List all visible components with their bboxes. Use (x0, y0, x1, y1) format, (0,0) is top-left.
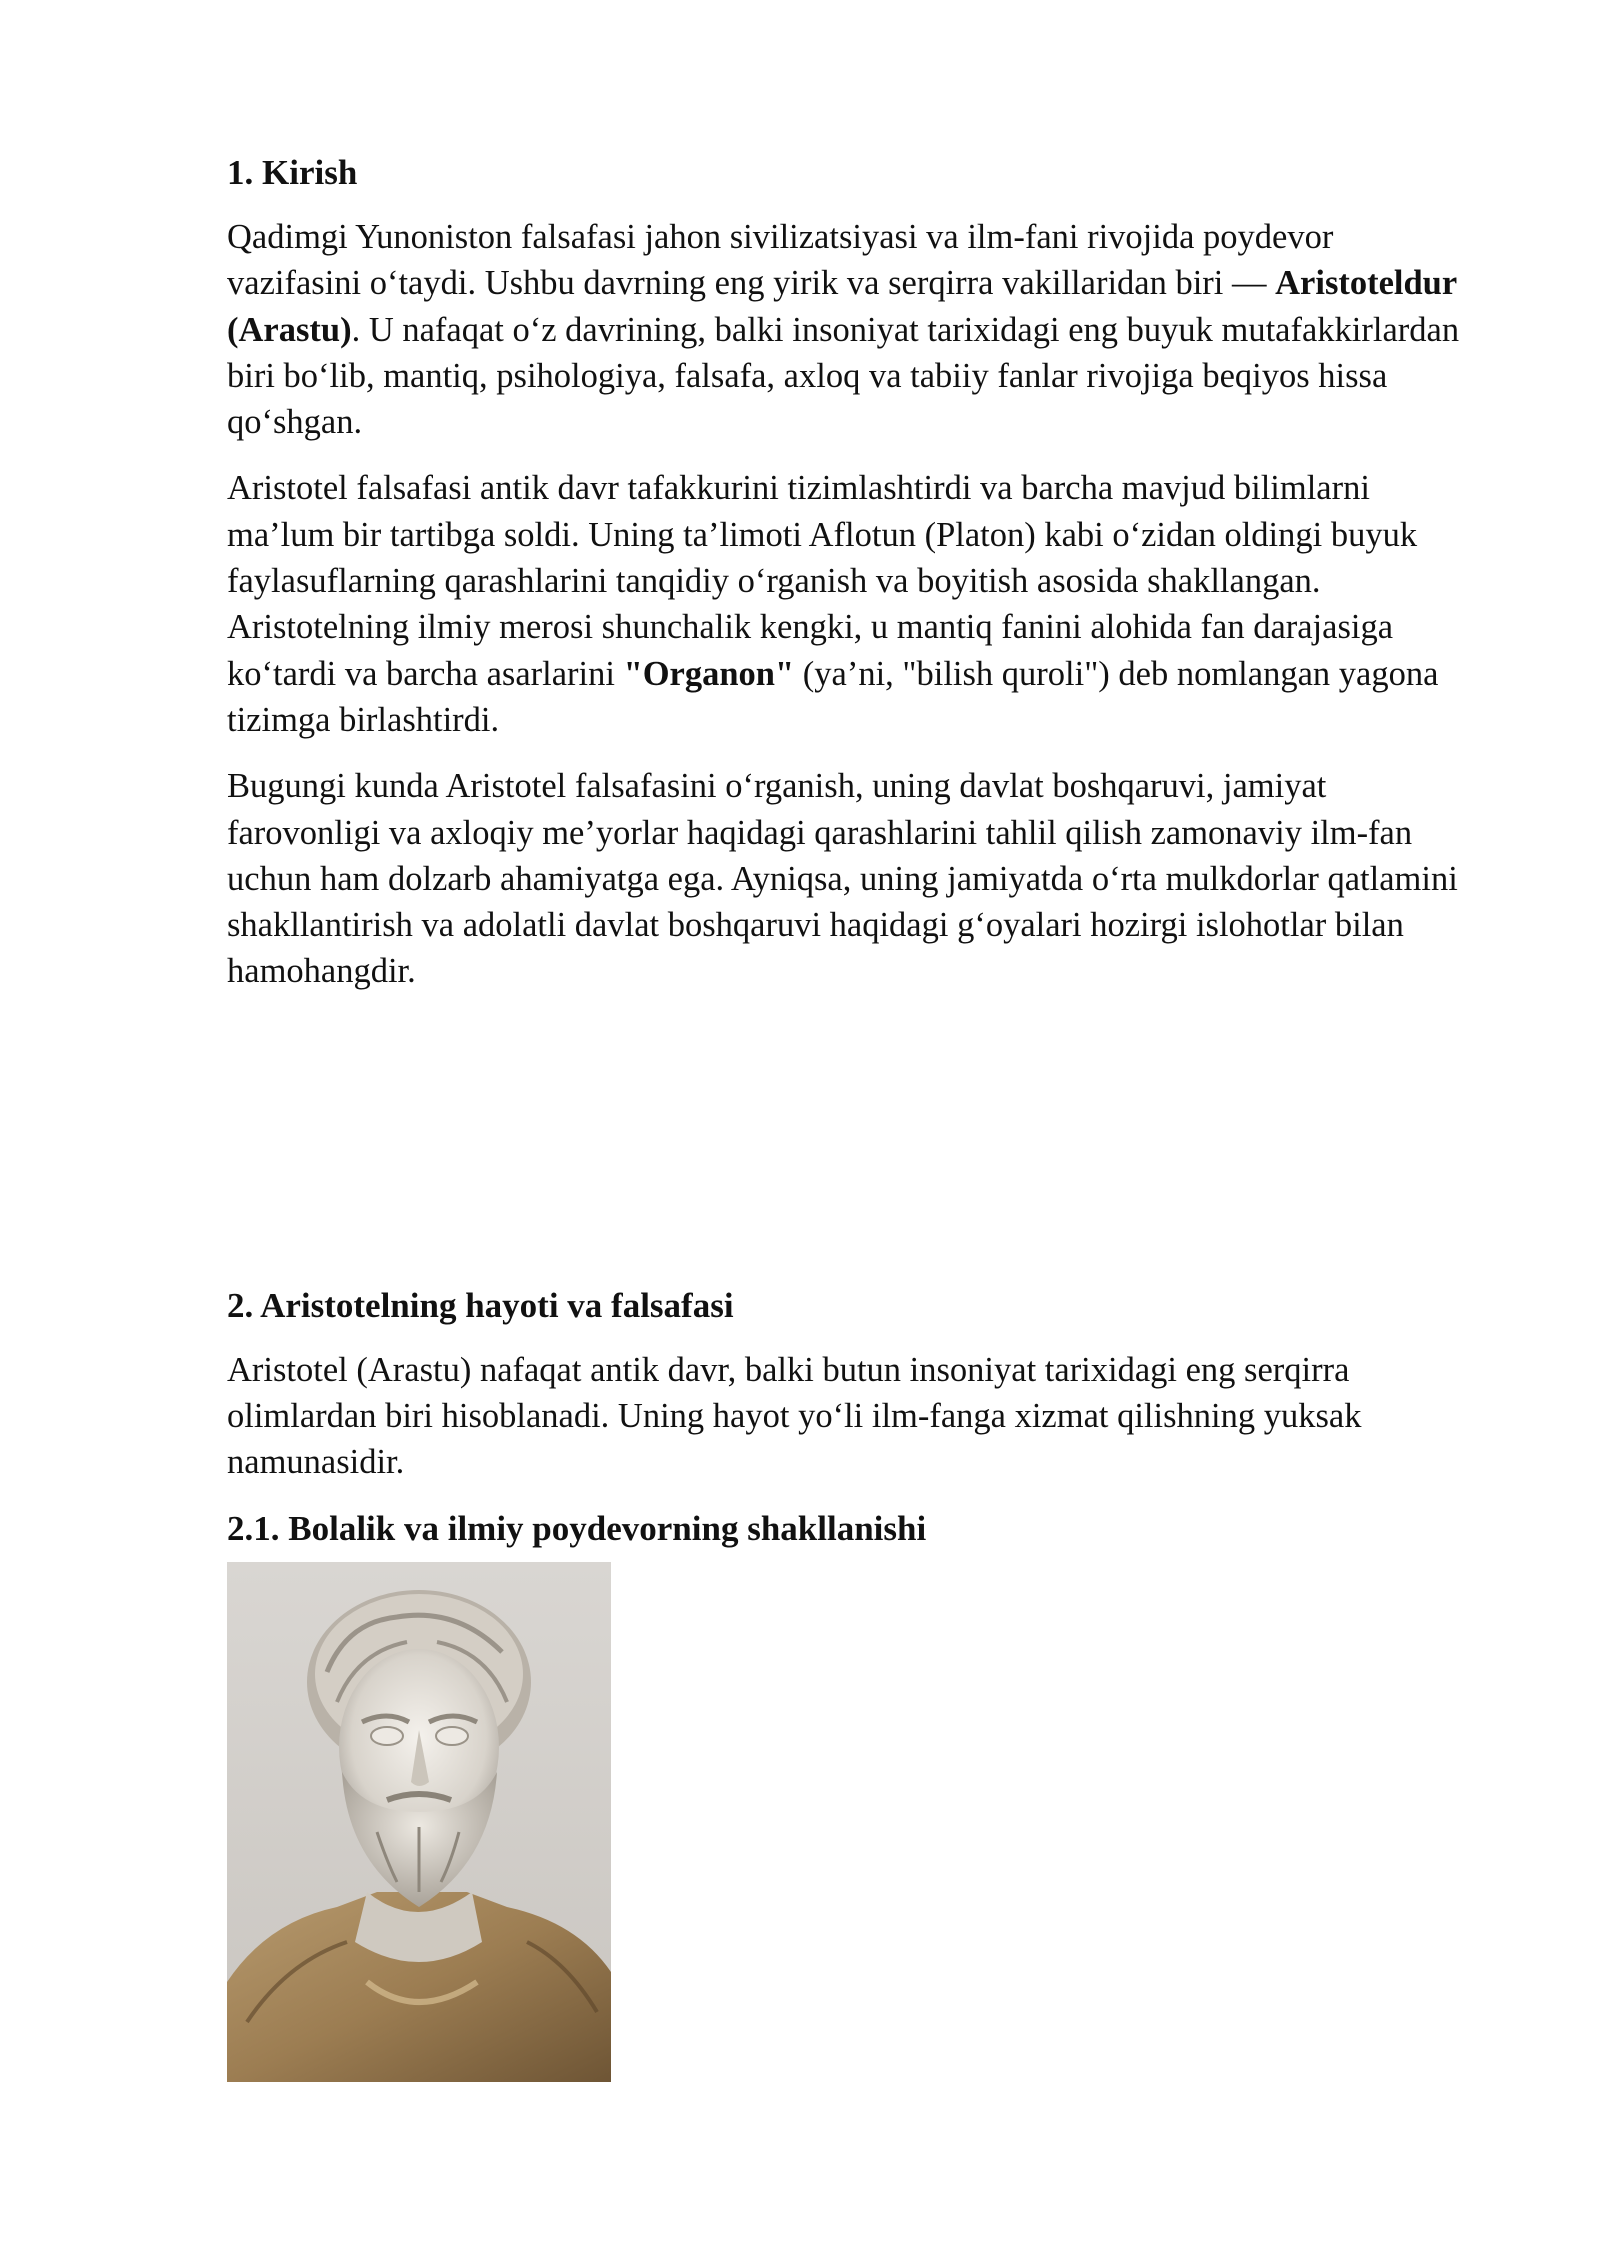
aristotle-bust-image (227, 1562, 611, 2082)
intro-paragraph-2 (227, 465, 1467, 743)
text-run: (ya’ni, "bilish quroli") deb nomlangan yagona tizimga birlashtirdi. (227, 654, 1439, 739)
intro-paragraph-1 (227, 214, 1467, 445)
text-run: Qadimgi Yunoniston falsafasi jahon sivilizatsiyasi va ilm-fani rivojida poydevor vazifasini o‘taydi. Ushbu davrning eng yirik va serqirra vakillaridan biri — (227, 218, 1334, 303)
text-run: Aristotel falsafasi antik davr tafakkurini tizimlashtirdi va barcha mavjud bilimlarni ma’lum bir tartibga soldi. Uning ta’limoti Aflotun (Platon) kabi o‘zidan oldingi buyuk faylasuflarning qarashlarini tanqidiy o‘rganish va boyitish asosida shakllangan. Aristotelning ilmiy merosi shunchalik kengki, u mantiq fanini alohida fan darajasiga ko‘tardi va barcha asarlarini (227, 469, 1418, 693)
section-heading-life: 2. Aristotelning hayoti va falsafasi (227, 1285, 734, 1325)
page-gap (227, 1015, 1467, 1283)
text-run: . U nafaqat o‘z davrining, balki insoniyat tarixidagi eng buyuk mutafakkirlardan biri bo‘lib, mantiq, psihologiya, falsafa, axloq va tabiiy fanlar rivojiga beqiyos hissa qo‘shgan. (227, 310, 1460, 442)
subsection-heading-childhood: 2.1. Bolalik va ilmiy poydevorning shakllanishi (227, 1508, 927, 1548)
life-paragraph-1: Aristotel (Arastu) nafaqat antik davr, balki butun insoniyat tarixidagi eng serqirra olimlardan biri hisoblanadi. Uning hayot yo‘li ilm-fanga xizmat qilishning yuksak namunasidir. (227, 1350, 1362, 1482)
bold-run: "Organon" (623, 654, 795, 693)
intro-paragraph-3: Bugungi kunda Aristotel falsafasini o‘rganish, uning davlat boshqaruvi, jamiyat farovonligi va axloqiy me’yorlar haqidagi qarashlarini tahlil qilish zamonaviy ilm-fan uchun ham dolzarb ahamiyatga ega. Ayniqsa, uning jamiyatda o‘rta mulkdorlar qatlamini shakllantirish va adolatli davlat boshqaruvi haqidagi g‘oyalari hozirgi islohotlar bilan hamohangdir. (227, 767, 1458, 991)
section-heading-intro: 1. Kirish (227, 153, 358, 192)
bold-run: Aristoteldur (Arastu) (227, 264, 1457, 349)
document-page (227, 150, 1467, 2082)
